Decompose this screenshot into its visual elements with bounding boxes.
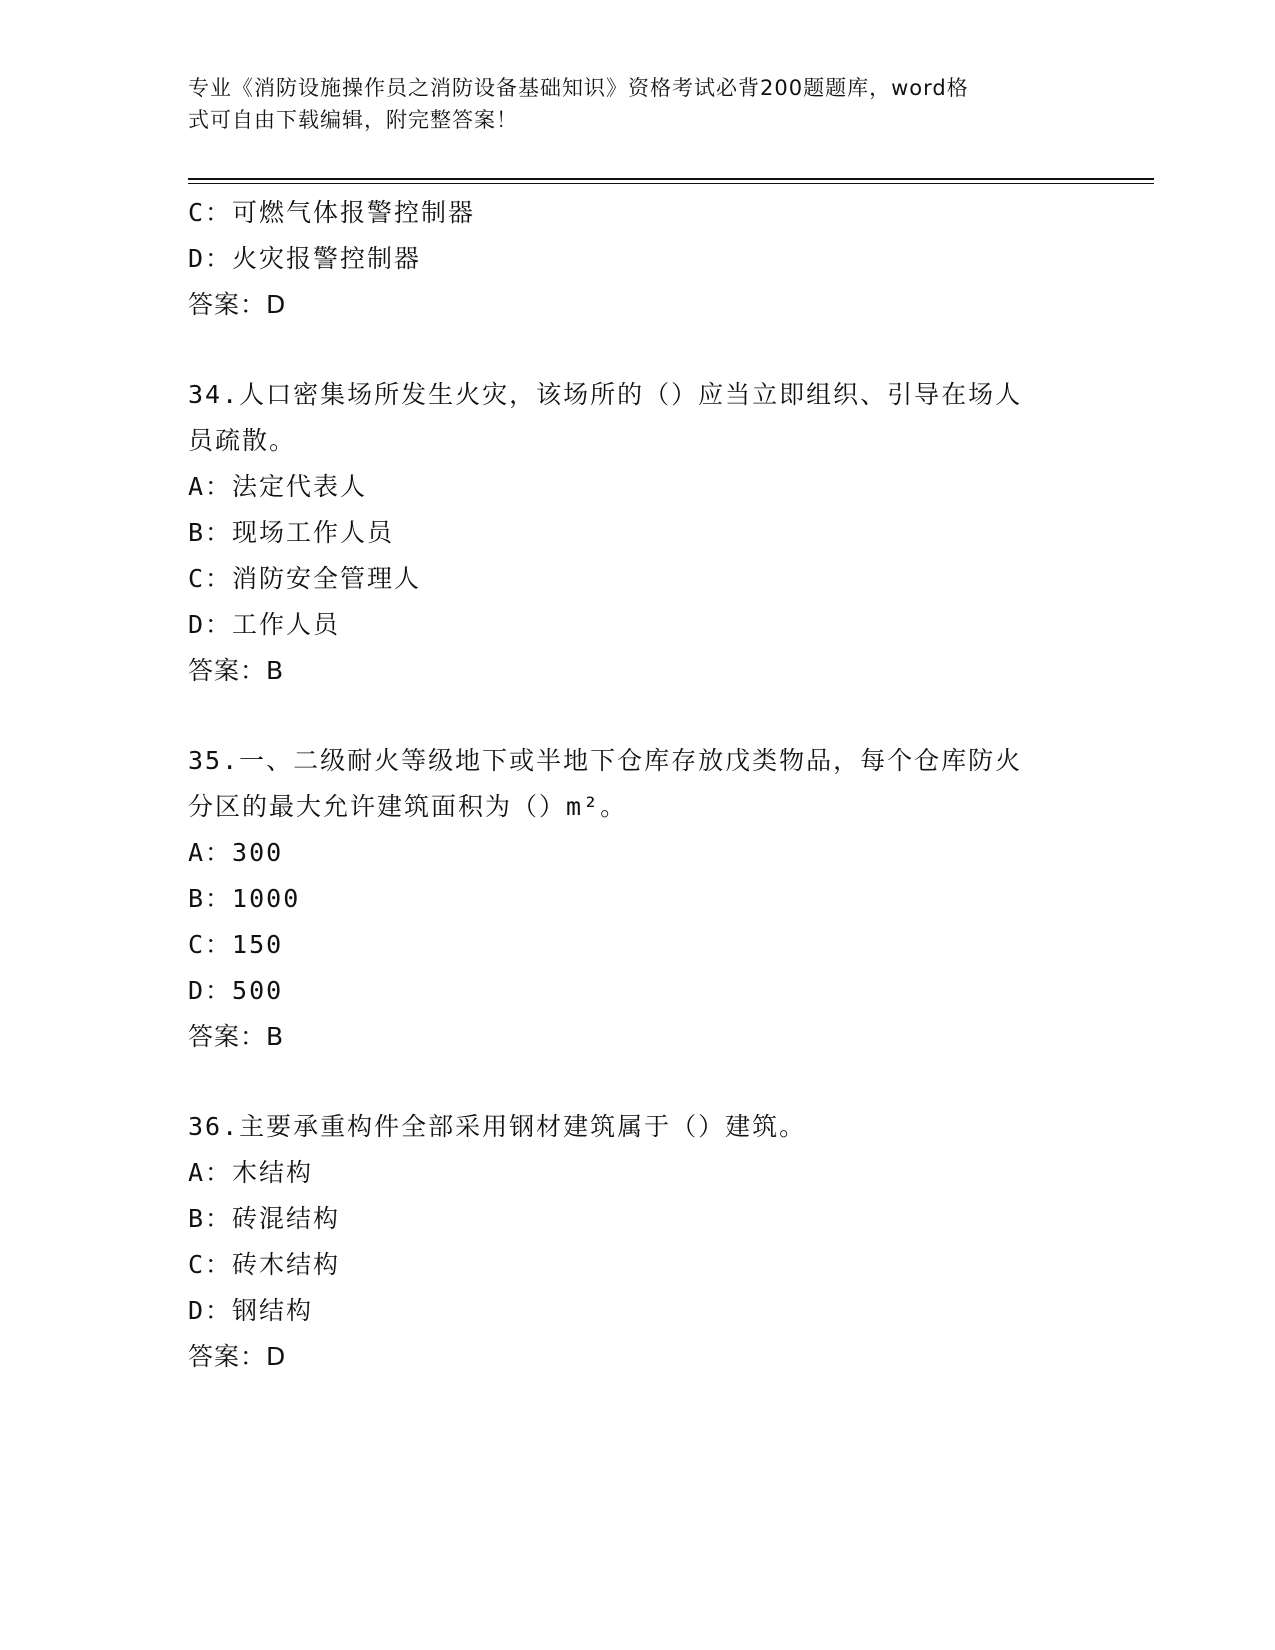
- question-text-cont: 分区的最大允许建筑面积为（）m²。: [188, 792, 628, 821]
- question-34: [188, 372, 1088, 694]
- option-b: B：现场工作人员: [188, 518, 395, 547]
- header-divider-thick: [188, 178, 1154, 180]
- question-text-cont: 员疏散。: [188, 426, 297, 455]
- answer: 答案：D: [188, 290, 287, 319]
- header-line-2: 式可自由下载编辑，附完整答案！: [188, 108, 518, 132]
- question-text: 36.主要承重构件全部采用钢材建筑属于（）建筑。: [188, 1112, 807, 1141]
- question-text: 35.一、二级耐火等级地下或半地下仓库存放戊类物品，每个仓库防火: [188, 746, 1023, 775]
- option-d: D：火灾报警控制器: [188, 244, 422, 273]
- option-c: C：消防安全管理人: [188, 564, 422, 593]
- spacer: [188, 694, 1088, 738]
- question-text: 34.人口密集场所发生火灾，该场所的（）应当立即组织、引导在场人: [188, 380, 1023, 409]
- option-a: A：法定代表人: [188, 472, 368, 501]
- question-33-tail: [188, 190, 1088, 328]
- answer: 答案：B: [188, 656, 285, 685]
- spacer: [188, 1060, 1088, 1104]
- document-header: [188, 72, 1078, 136]
- option-d: D：钢结构: [188, 1296, 314, 1325]
- option-c: C：砖木结构: [188, 1250, 341, 1279]
- option-d: D：工作人员: [188, 610, 341, 639]
- option-a: A：300: [188, 838, 284, 867]
- question-list: [188, 190, 1088, 1380]
- answer: 答案：B: [188, 1022, 285, 1051]
- header-divider-thin: [188, 183, 1154, 184]
- header-line-1: 专业《消防设施操作员之消防设备基础知识》资格考试必背200题题库，word格: [188, 76, 969, 100]
- option-b: B：砖混结构: [188, 1204, 341, 1233]
- question-35: [188, 738, 1088, 1060]
- option-a: A：木结构: [188, 1158, 314, 1187]
- answer: 答案：D: [188, 1342, 287, 1371]
- option-c: C：150: [188, 930, 284, 959]
- option-c: C：可燃气体报警控制器: [188, 198, 476, 227]
- spacer: [188, 328, 1088, 372]
- question-36: [188, 1104, 1088, 1380]
- option-d: D：500: [188, 976, 284, 1005]
- option-b: B：1000: [188, 884, 301, 913]
